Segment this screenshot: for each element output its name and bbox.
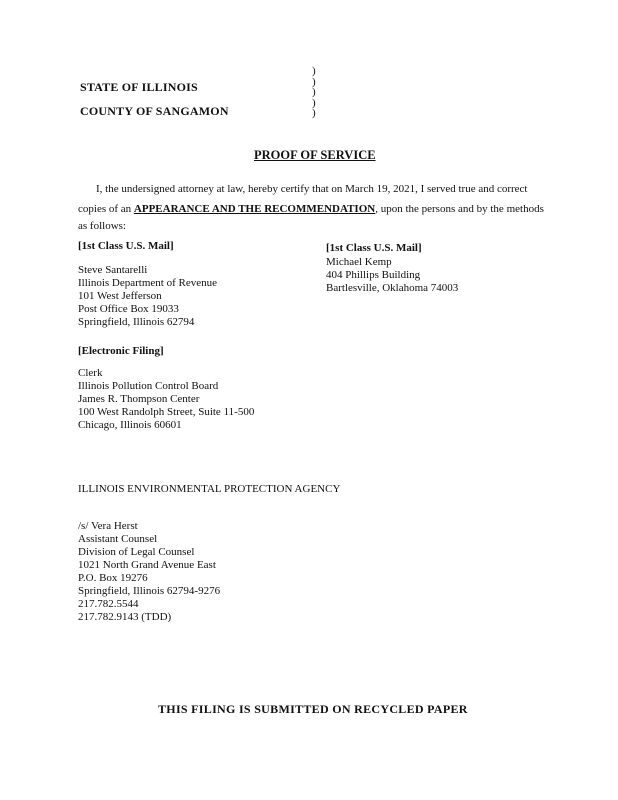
caption-bracket: )	[312, 86, 316, 98]
address-line: Michael Kemp	[326, 256, 392, 268]
address-line: Chicago, Illinois 60601	[78, 419, 182, 431]
caption-bracket: )	[312, 107, 316, 119]
signature-line: Assistant Counsel	[78, 533, 158, 545]
signature-line: 217.782.9143 (TDD)	[78, 611, 172, 623]
address-line: Bartlesville, Oklahoma 74003	[326, 282, 459, 294]
signature-block	[78, 520, 220, 624]
service-address-electronic	[78, 367, 254, 432]
signature-line: P.O. Box 19276	[78, 572, 148, 584]
recycled-paper-notice: THIS FILING IS SUBMITTED ON RECYCLED PAPER	[158, 702, 468, 716]
caption-brackets	[312, 66, 316, 119]
state-caption: STATE OF ILLINOIS	[80, 80, 198, 94]
certification-line-1: I, the undersigned attorney at law, hereby certify that on March 19, 2021, I served true and correct	[96, 183, 528, 195]
signature-line: Division of Legal Counsel	[78, 546, 195, 558]
served-documents: APPEARANCE AND THE RECOMMENDATION	[133, 203, 376, 215]
caption-bracket: )	[312, 75, 316, 88]
county-caption: COUNTY OF SANGAMON	[80, 104, 229, 118]
signature-line: 217.782.5544	[78, 598, 139, 610]
certification-line-2	[78, 203, 544, 215]
service-method-heading: [1st Class U.S. Mail]	[78, 240, 174, 252]
address-line: Clerk	[78, 367, 103, 379]
signature-line: 1021 North Grand Avenue East	[78, 559, 216, 571]
address-line: James R. Thompson Center	[78, 393, 200, 405]
address-line: 101 West Jefferson	[78, 290, 162, 302]
caption-bracket: )	[312, 96, 316, 109]
certification-text: copies of an	[78, 203, 134, 215]
certification-line-3: as follows:	[78, 220, 126, 232]
address-line: Illinois Pollution Control Board	[78, 380, 219, 392]
service-method-heading: [1st Class U.S. Mail]	[326, 242, 422, 254]
document-title: PROOF OF SERVICE	[254, 148, 376, 162]
address-line: Springfield, Illinois 62794	[78, 316, 195, 328]
signature-line: /s/ Vera Herst	[78, 520, 138, 532]
address-line: 404 Phillips Building	[326, 269, 421, 281]
signature-line: Springfield, Illinois 62794-9276	[78, 585, 221, 597]
service-address-right	[326, 256, 458, 295]
address-line: Post Office Box 19033	[78, 303, 179, 315]
address-line: 100 West Randolph Street, Suite 11-500	[78, 406, 255, 418]
address-line: Illinois Department of Revenue	[78, 277, 217, 289]
address-line: Steve Santarelli	[78, 264, 148, 276]
agency-name: ILLINOIS ENVIRONMENTAL PROTECTION AGENCY	[78, 483, 341, 495]
certification-text: , upon the persons and by the methods	[375, 203, 544, 215]
service-address-left	[78, 264, 217, 329]
electronic-filing-heading: [Electronic Filing]	[78, 345, 164, 357]
caption-bracket: )	[312, 65, 316, 77]
